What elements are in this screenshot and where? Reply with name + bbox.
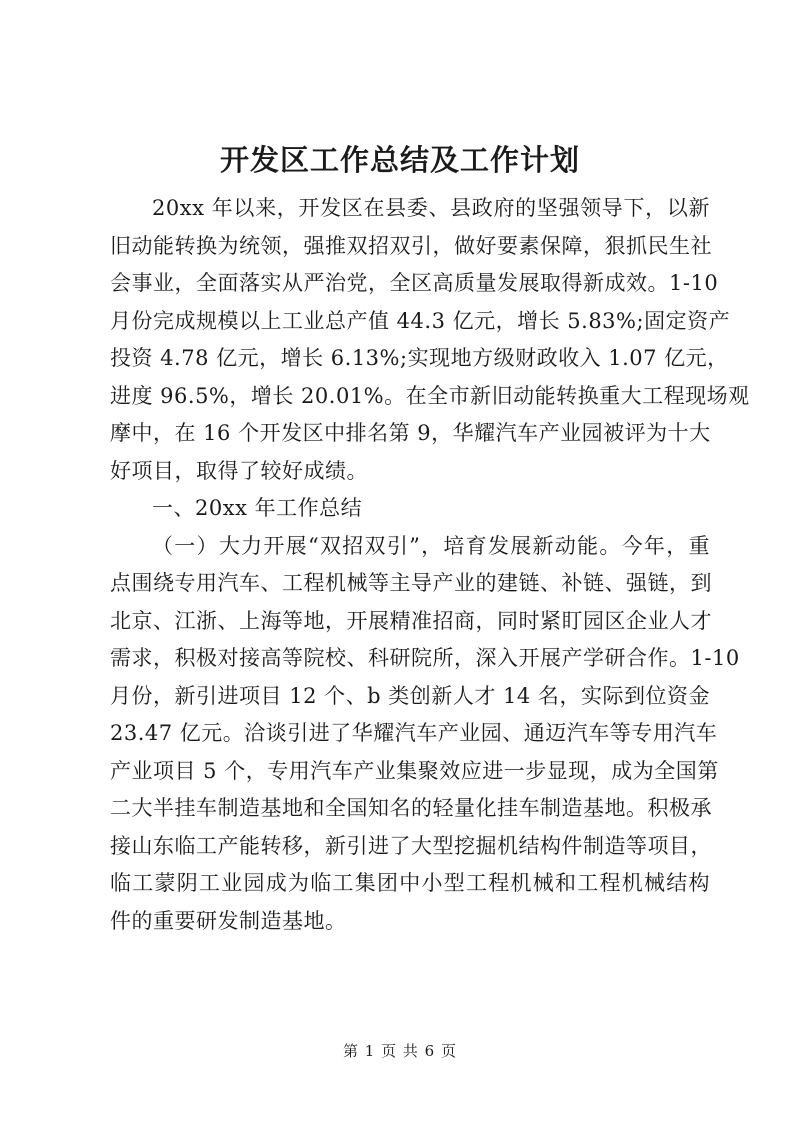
text-line: 临工蒙阴工业园成为临工集团中小型工程机械和工程机械结构 [110,871,710,895]
page-title: 开发区工作总结及工作计划 [219,143,580,177]
text-line: 旧动能转换为统领，强推双招双引，做好要素保障，狠抓民生社 [110,233,712,258]
text-line: 会事业，全面落实从严治党，全区高质量发展取得新成效。1-10 [110,271,719,295]
text-line: （一）大力开展“双招双引”，培育发展新动能。今年，重 [152,533,710,558]
text-line: 北京、江浙、上海等地，开展精准招商，同时紧盯园区企业人才 [110,608,712,633]
document-body [110,190,750,940]
text-line: 件的重要研发制造基地。 [110,908,347,933]
text-line: 点围绕专用汽车、工程机械等主导产业的建链、补链、强链，到 [110,571,712,595]
text-line: 好项目，取得了较好成绩。 [110,458,368,483]
page-footer: 第 1 页 共 6 页 [343,1042,457,1060]
text-line: 20xx 年以来，开发区在县委、县政府的坚强领导下，以新 [152,196,710,220]
text-line: 产业项目 5 个，专用汽车产业集聚效应进一步显现，成为全国第 [110,758,719,783]
text-line: 二大半挂车制造基地和全国知名的轻量化挂车制造基地。积极承 [110,796,712,820]
text-line: 需求，积极对接高等院校、科研院所，深入开展产学研合作。1-10 [110,646,740,670]
text-line: 月份完成规模以上工业总产值 44.3 亿元，增长 5.83%;固定资产 [110,308,731,333]
text-line: 投资 4.78 亿元，增长 6.13%;实现地方级财政收入 1.07 亿元， [110,346,729,370]
text-line: 摩中，在 16 个开发区中排名第 9，华耀汽车产业园被评为十大 [110,421,711,445]
text-line: 进度 96.5%，增长 20.01%。在全市新旧动能转换重大工程现场观 [110,383,750,408]
section-heading: 一、20xx 年工作总结 [152,496,363,520]
text-line: 23.47 亿元。洽谈引进了华耀汽车产业园、通迈汽车等专用汽车 [110,721,718,745]
text-line: 接山东临工产能转移，新引进了大型挖掘机结构件制造等项目， [110,833,712,858]
text-line: 月份，新引进项目 12 个、b 类创新人才 14 名，实际到位资金 [110,683,710,708]
